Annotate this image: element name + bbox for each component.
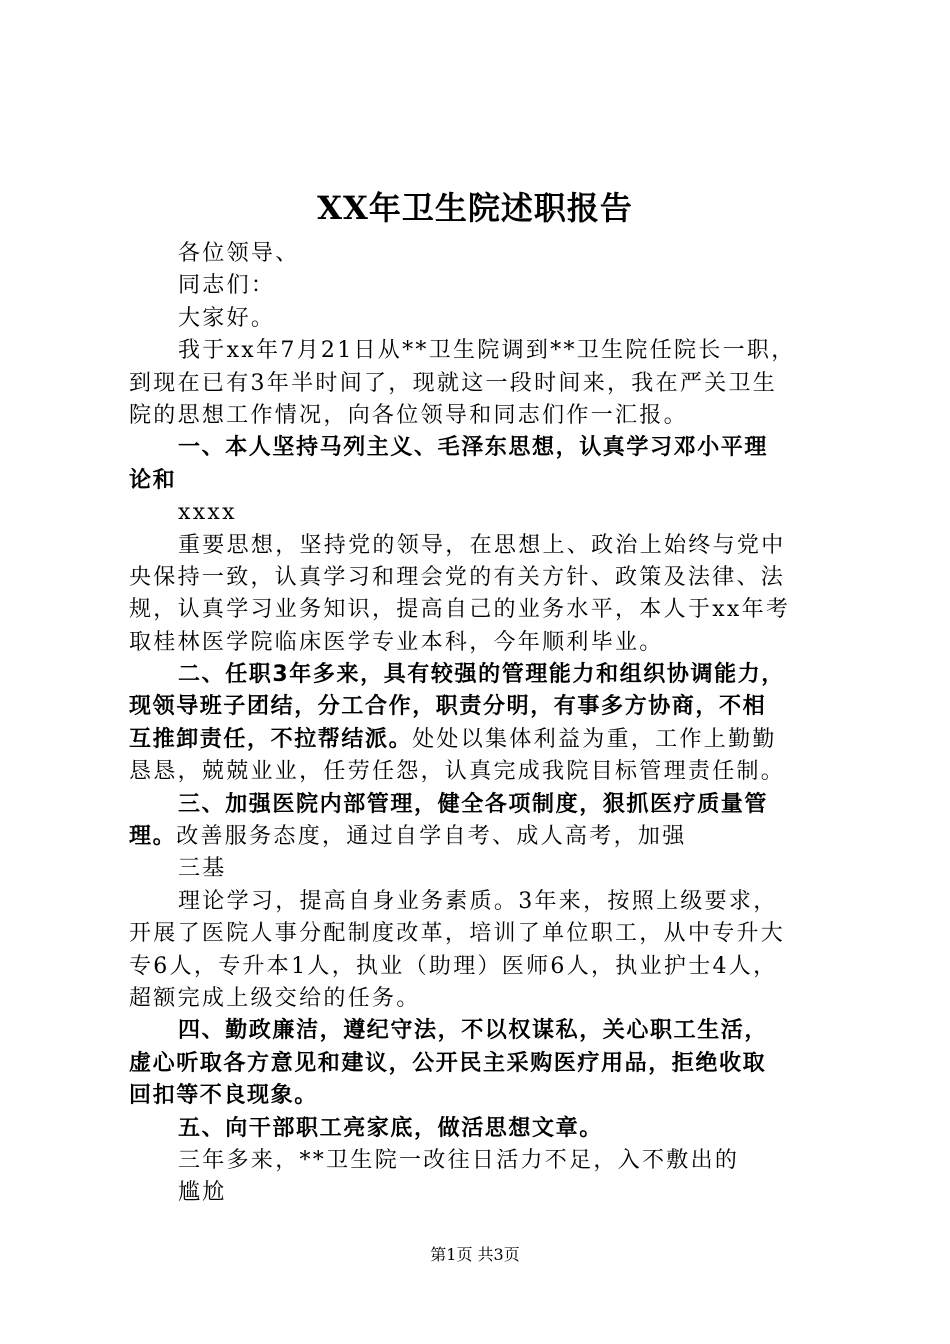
paragraph-line: xxxx bbox=[178, 500, 237, 526]
section-heading-line: 回扣等不良现象。 bbox=[129, 1083, 318, 1109]
section-heading-line: 一、本人坚持马列主义、毛泽东思想，认真学习邓小平理 bbox=[178, 435, 769, 461]
section-heading-line: 论和 bbox=[129, 467, 177, 493]
section-heading-line: 五、向干部职工亮家底，做活思想文章。 bbox=[178, 1115, 603, 1141]
paragraph-line: 重要思想，坚持党的领导，在思想上、政治上始终与党中 bbox=[178, 532, 786, 558]
salutation-line: 各位领导、 bbox=[178, 241, 300, 266]
paragraph-line: 到现在已有3年半时间了，现就这一段时间来，我在严关卫生 bbox=[129, 370, 778, 396]
paragraph-line: 专6人，专升本1人，执业（助理）医师6人，执业护士4人， bbox=[129, 953, 778, 979]
paragraph-line: 三年多来，**卫生院一改往日活力不足，入不敷出的 bbox=[178, 1147, 740, 1173]
plain-run: 处处以集体利益为重，工作上勤勤 bbox=[412, 726, 777, 752]
paragraph-line: 超额完成上级交给的任务。 bbox=[129, 985, 421, 1011]
paragraph-line: 院的思想工作情况，向各位领导和同志们作一汇报。 bbox=[129, 402, 688, 428]
section-heading-line: 虚心听取各方意见和建议，公开民主采购医疗用品，拒绝收取 bbox=[129, 1050, 767, 1076]
section-heading-line: 三、加强医院内部管理，健全各项制度，狠抓医疗质量管 bbox=[178, 791, 769, 817]
section-heading-line: 四、勤政廉洁，遵纪守法，不以权谋私，关心职工生活， bbox=[178, 1018, 769, 1044]
paragraph-line: 三基 bbox=[178, 856, 227, 882]
page-number-footer: 第1页 共3页 bbox=[430, 1245, 520, 1264]
bold-run: 理。 bbox=[129, 824, 177, 850]
document-title: XX年卫生院述职报告 bbox=[317, 189, 633, 227]
greeting-line: 大家好。 bbox=[178, 305, 276, 331]
paragraph-line: 恳恳，兢兢业业，任劳任怨，认真完成我院目标管理责任制。 bbox=[129, 759, 786, 785]
paragraph-line: 央保持一致，认真学习和理会党的有关方针、政策及法律、法 bbox=[129, 564, 786, 590]
salutation-line: 同志们： bbox=[178, 273, 276, 299]
document-body bbox=[129, 238, 833, 1210]
section-heading-line: 现领导班子团结，分工合作，职责分明，有事多方协商，不相 bbox=[129, 694, 767, 720]
paragraph-line: 尴尬 bbox=[178, 1180, 227, 1206]
section-heading-line: 二、任职3年多来，具有较强的管理能力和组织协调能力， bbox=[178, 662, 785, 688]
paragraph-line: 取桂林医学院临床医学专业本科，今年顺利毕业。 bbox=[129, 629, 664, 655]
paragraph-line: 我于xx年7月21日从**卫生院调到**卫生院任院长一职， bbox=[178, 338, 796, 364]
paragraph-line bbox=[129, 821, 833, 853]
paragraph-line: 规，认真学习业务知识，提高自己的业务水平，本人于xx年考 bbox=[129, 597, 791, 623]
paragraph-line bbox=[129, 724, 833, 756]
plain-run: 改善服务态度，通过自学自考、成人高考，加强 bbox=[176, 824, 687, 850]
paragraph-line: 理论学习，提高自身业务素质。3年来，按照上级要求， bbox=[178, 888, 778, 914]
bold-run: 互推卸责任，不拉帮结派。 bbox=[129, 726, 413, 752]
paragraph-line: 开展了医院人事分配制度改革，培训了单位职工，从中专升大 bbox=[129, 921, 786, 947]
